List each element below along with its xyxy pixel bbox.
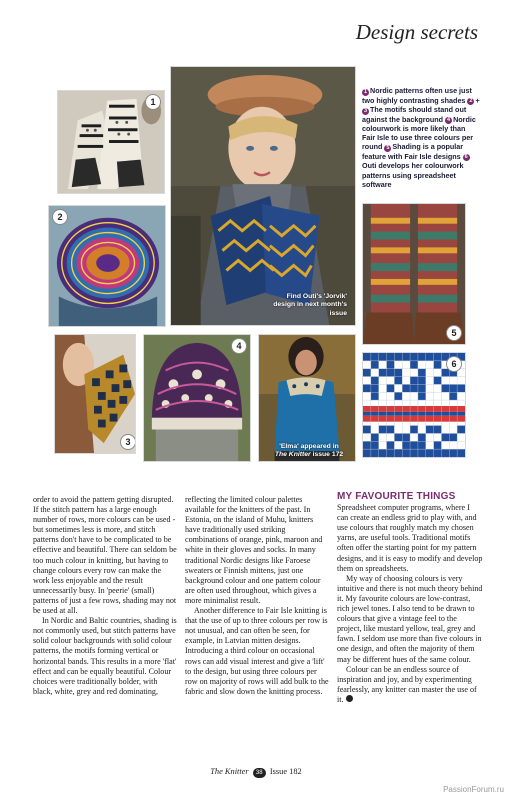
article-paragraph: order to avoid the pattern getting disrupted. If the stitch pattern has a large enough number of rows, more colours can be used - but sometimes less is more, and stitch patterns don't have to be complicated to be effective and beautiful. There can seldom be too much colour in knitting, but having to change colours every row can make the work less enjoyable and the result unnecessarily busy. In 'peerie' (small) patterns of just a few rows, shading may not be used at all. [33, 495, 177, 616]
photo-legwarmers [362, 203, 466, 345]
caption-text: The motifs should stand out against the background [362, 105, 467, 124]
photo-number-badge: 3 [121, 435, 135, 449]
photo-nordic-socks [57, 90, 165, 194]
article-column-2 [185, 495, 329, 697]
legwarmers-image [363, 204, 465, 344]
photo-captions [362, 86, 480, 189]
caption-magazine: The Knitter [274, 451, 311, 459]
section-heading: MY FAVOURITE THINGS [337, 491, 456, 502]
caption-number: 6 [464, 154, 468, 161]
nordic-hat-image [144, 335, 250, 461]
photo-caption-outi [267, 293, 347, 318]
caption-number: 4 [447, 117, 451, 123]
caption-item: 2 +3 The motifs should stand out against the background [362, 95, 480, 124]
photo-nordic-hat [143, 334, 251, 462]
article-paragraph: Spreadsheet computer programs, where I can create an endless grid to play with, and use colours that roughly match my chosen yarns, are useful tools. Traditional motifs often offer the starting point for my pattern designs, and it is easy to modify and develop them on spreadsheets. [337, 503, 483, 573]
end-of-article-icon [346, 695, 353, 702]
caption-number: 5 [386, 144, 390, 151]
caption-number: 2 [469, 98, 473, 104]
caption-item [362, 86, 472, 105]
article-paragraph: reflecting the limited colour palettes available for the knitters of the past. In Estonia, on the island of Muhu, knitters have traditionally used striking combinations of orange, pink, maroon and white in their gloves and socks. In many traditional Nordic designs like Faroese sweaters or Finnish mittens, just one background colour and one pattern colour are often used throughout, which gives a more minimalist result. [185, 495, 323, 605]
article-paragraph: In Nordic and Baltic countries, shading is not commonly used, but stitch patterns have solid colour backgrounds with solid colour patterns, the motifs forming vertical or horizontal bands. This results in a more 'flat' effect and can be equally beautiful. Colour choices were traditionally bolder, with black, white, grey and red dominating, [33, 616, 177, 696]
caption-number: 3 [363, 107, 368, 114]
caption-text: 'Elma' appeared in [279, 443, 339, 450]
article-column-1 [33, 495, 177, 697]
photo-houndstooth-mittens [54, 334, 136, 454]
page-number: 38 [253, 768, 266, 778]
caption-text: Find Outi's 'Jorvik' design in next month's issue [273, 293, 347, 317]
woman-mittens-image [171, 67, 355, 325]
article-paragraph: My way of choosing colours is very intuitive and there is not much theory behind it. My favourite colours are low-contrast, rich jewel tones. I also tend to be drawn to colours that give a vintage feel to the project, like mustard yellow, teal, grey and fawn. I seldom use more than five colours in one design, and often the majority of them may be different hues of the same colour. [337, 573, 483, 664]
photo-number-badge: 6 [447, 357, 461, 371]
photo-number-badge: 2 [53, 210, 67, 224]
photo-woman-mittens [170, 66, 356, 326]
watermark: PassionForum.ru [443, 785, 504, 794]
caption-text: Nordic colourwork is more likely than Fair Isle to use three colours per round [362, 114, 476, 152]
caption-text: Outi develops her colourwork patterns using spreadsheet software [362, 161, 464, 189]
footer-issue: Issue 182 [269, 767, 302, 776]
photo-caption-elma [263, 443, 355, 460]
photo-number-badge: 4 [232, 339, 246, 353]
photo-elma-sweater [258, 334, 356, 462]
footer-magazine: The Knitter [210, 767, 249, 776]
hat-image [49, 206, 165, 326]
page-footer [0, 767, 512, 778]
article-paragraph: Colour can be an endless source of inspiration and joy, and by experimenting fearlessly, any knitter can master the use of it. [337, 664, 477, 704]
page-title: Design secrets [355, 20, 478, 44]
article-column-3 [337, 492, 483, 705]
article-paragraph: Another difference to Fair Isle knitting is that the use of up to three colours per row is not unusual, and can often be seen, for example, in Latvian mitten designs. Introducing a third colour on occasional rows can add visual interest and give a 'lift' to the design, but using three colours per row on majority of rows will add bulk to the fabric and slow down the knitting process. [185, 606, 329, 696]
photo-number-badge: 1 [146, 95, 160, 109]
caption-number: 1 [363, 88, 368, 95]
photo-number-badge: 5 [447, 326, 461, 340]
photo-fair-isle-hat [48, 205, 166, 327]
caption-issue: issue 172 [312, 451, 344, 459]
photo-colourwork-chart [362, 352, 466, 458]
caption-text: Nordic patterns often use just two highly contrasting shades [362, 86, 472, 105]
caption-text: Shading is a popular feature with Fair Isle designs [362, 142, 464, 161]
